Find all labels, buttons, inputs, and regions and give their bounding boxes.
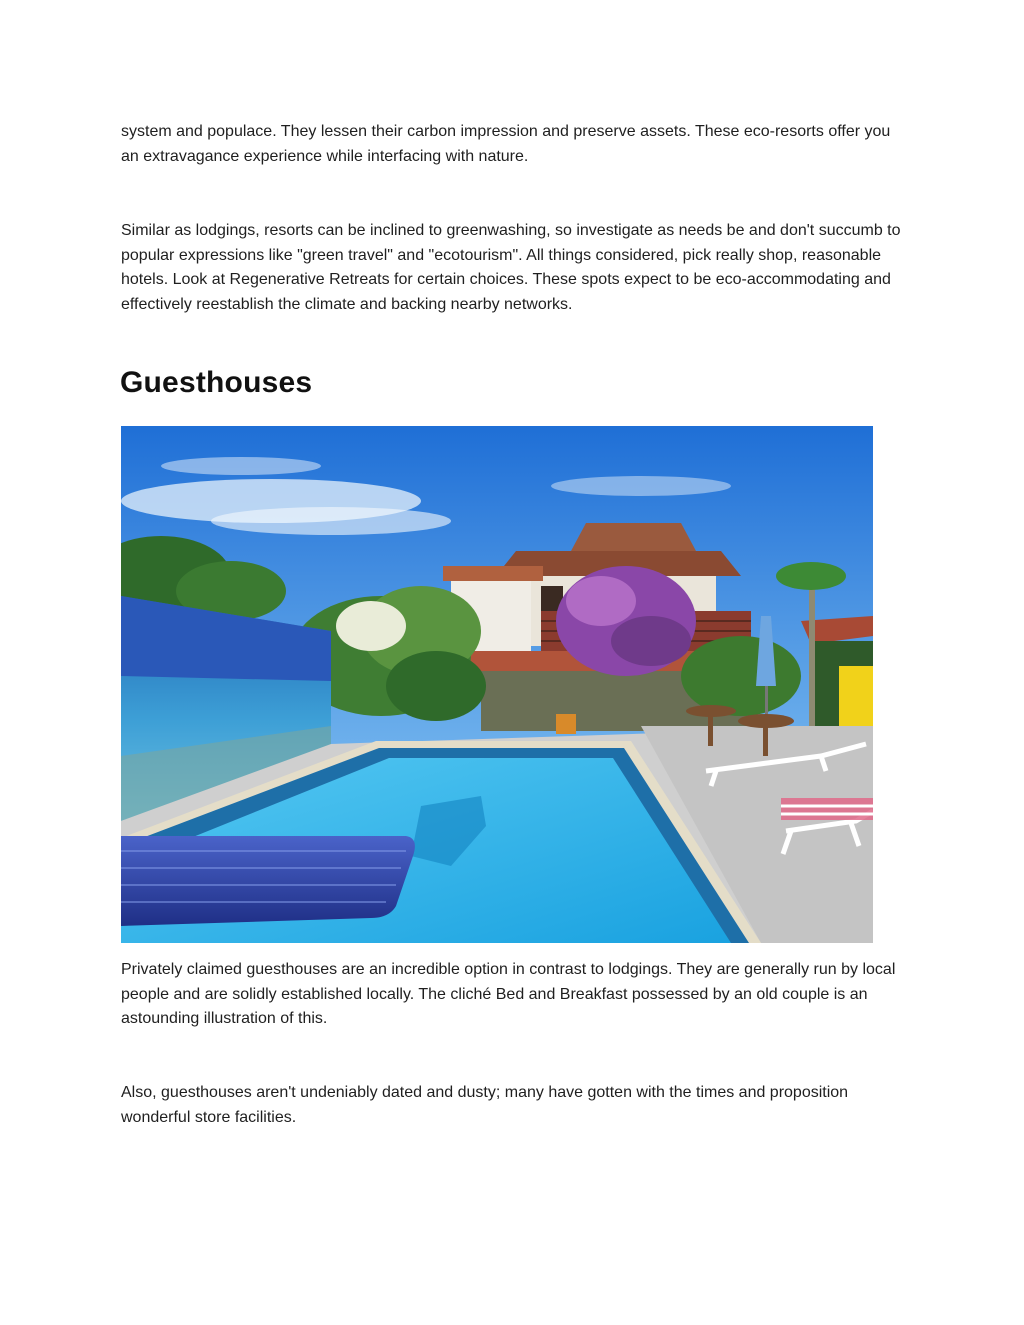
paragraph-guesthouses-modern: Also, guesthouses aren't undeniably dated and dusty; many have gotten with the times and proposition wonderful store facilities.: [121, 1084, 849, 1126]
section-heading: Guesthouses: [120, 366, 313, 399]
guesthouse-pool-photo: [121, 426, 873, 943]
paragraph-guesthouses-intro: Privately claimed guesthouses are an incredible option in contrast to lodgings. They are generally run by local people and are solidly established locally. The cliché Bed and Breakfast possessed by an old couple is an astounding illustration of this.: [121, 961, 896, 1027]
paragraph-greenwashing: Similar as lodgings, resorts can be inclined to greenwashing, so investigate as needs be and don't succumb to popular expressions like "green travel" and "ecotourism". All things considered, pick really shop, reasonable hotels. Look at Regenerative Retreats for certain choices. These spots expect to be eco-accommodating and effectively reestablish the climate and backing nearby networks.: [121, 222, 901, 313]
paragraph-eco-resorts: system and populace. They lessen their carbon impression and preserve assets. These eco-resorts offer you an extravagance experience while interfacing with nature.: [121, 123, 891, 165]
